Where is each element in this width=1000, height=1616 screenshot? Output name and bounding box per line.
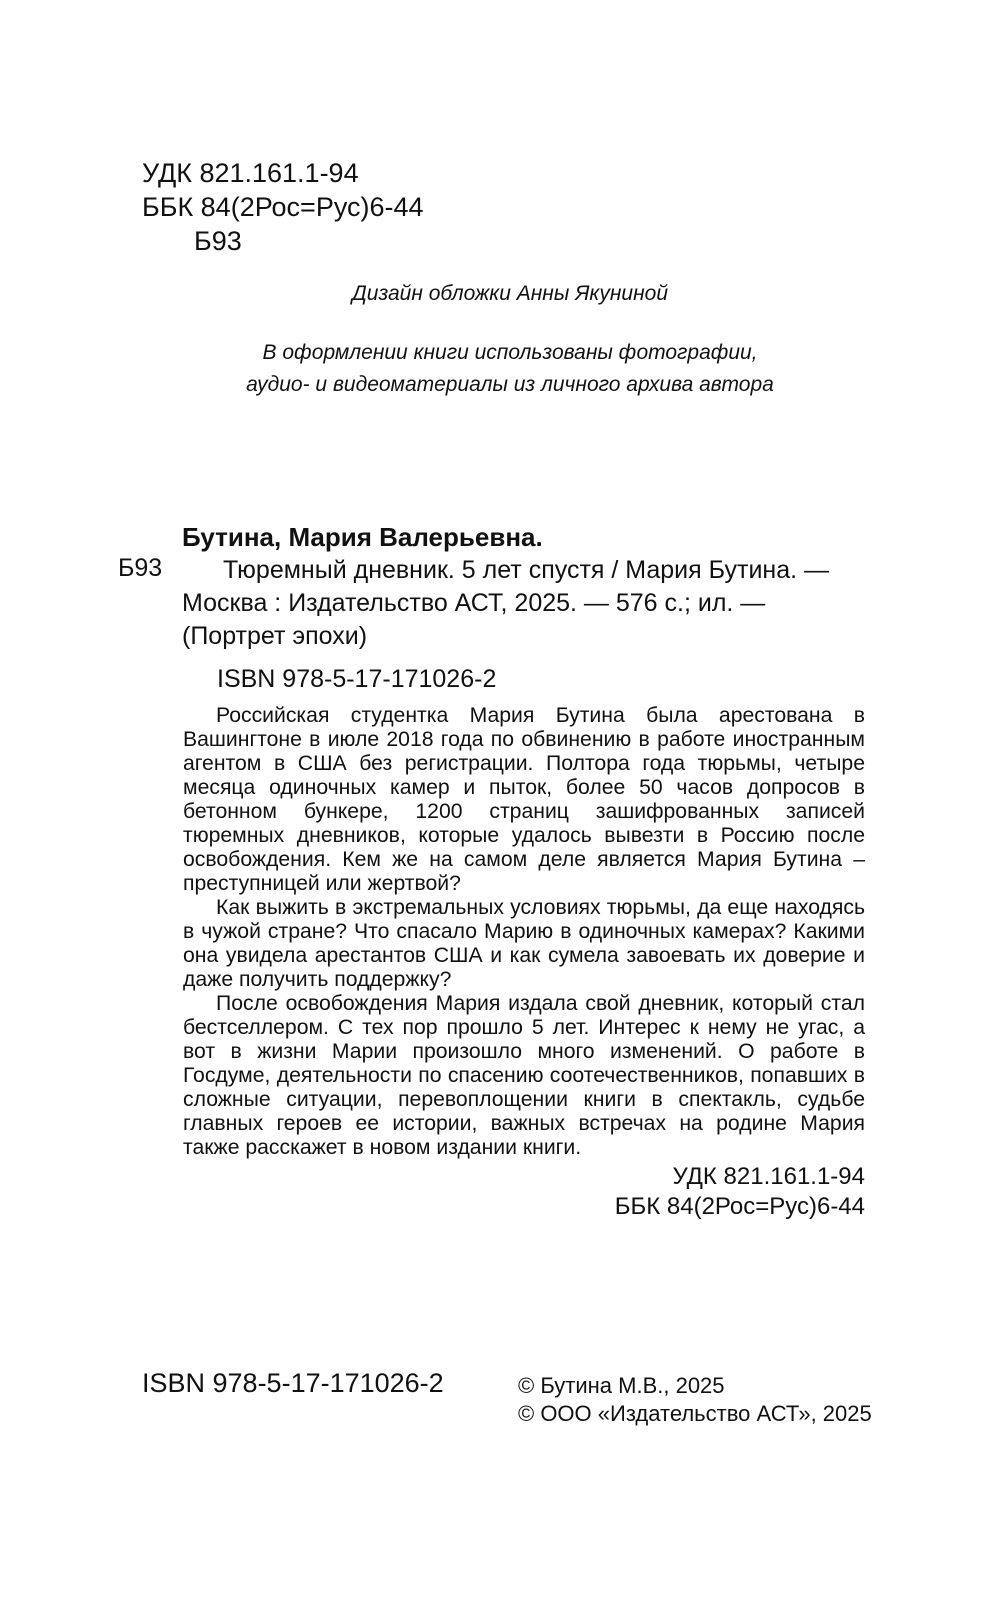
- bottom-isbn: ISBN 978-5-17-171026-2: [142, 1368, 444, 1398]
- copyright-author: © Бутина М.В., 2025: [518, 1373, 725, 1398]
- entry-author: Бутина, Мария Валерьевна.: [182, 522, 543, 552]
- cover-design-credit: Дизайн обложки Анны Якуниной: [352, 282, 668, 305]
- entry-series-line: (Портрет эпохи): [182, 622, 368, 650]
- annotation: [183, 704, 865, 1160]
- materials-credit-line1: В оформлении книги использованы фотографии,: [262, 341, 758, 364]
- footer-udk-code: УДК 821.161.1-94: [672, 1163, 865, 1190]
- bbk-code: ББК 84(2Рос=Рус)6-44: [142, 192, 424, 222]
- udk-code: УДК 821.161.1-94: [142, 158, 359, 188]
- annotation-paragraph-3: После освобождения Мария издала свой дневник, который стал бестселлером. С тех пор прошло 5 лет. Интерес к нему не угас, а вот в жизни Марии произошло много изменений. О работе в Госдуме, деятельности по спасению соотечественников, попавших в сложные ситуации, перевоплощении книги в спектакль, судьбе главных героев ее истории, важных встречах на родине Мария также расскажет в новом издании книги.: [183, 992, 865, 1159]
- copyright-publisher: © ООО «Издательство АСТ», 2025: [518, 1401, 872, 1426]
- annotation-paragraph-2: Как выжить в экстремальных условиях тюрьмы, да еще находясь в чужой стране? Что спасало Марию в одиночных камерах? Какими она увидела арестантов США и как сумела завоевать их доверие и даже получить поддержку?: [183, 896, 865, 991]
- entry-title-line: Тюремный дневник. 5 лет спустя / Мария Бутина. —: [223, 556, 830, 584]
- entry-mark: Б93: [118, 554, 163, 582]
- entry-publisher-line: Москва : Издательство АСТ, 2025. — 576 с.; ил. —: [182, 589, 766, 617]
- materials-credit-line2: аудио- и видеоматериалы из личного архива автора: [246, 373, 774, 396]
- author-mark: Б93: [194, 226, 242, 256]
- footer-bbk-code: ББК 84(2Рос=Рус)6-44: [614, 1193, 865, 1220]
- entry-isbn: ISBN 978-5-17-171026-2: [217, 665, 497, 693]
- annotation-paragraph-1: Российская студентка Мария Бутина была арестована в Вашингтоне в июле 2018 года по обвинению в работе иностранным агентом в США без регистрации. Полтора года тюрьмы, четыре месяца одиночных камер и пыток, более 50 часов допросов в бетонном бункере, 1200 страниц зашифрованных записей тюремных дневников, которые удалось вывезти в Россию после освобождения. Кем же на самом деле является Мария Бутина – преступницей или жертвой?: [183, 704, 865, 895]
